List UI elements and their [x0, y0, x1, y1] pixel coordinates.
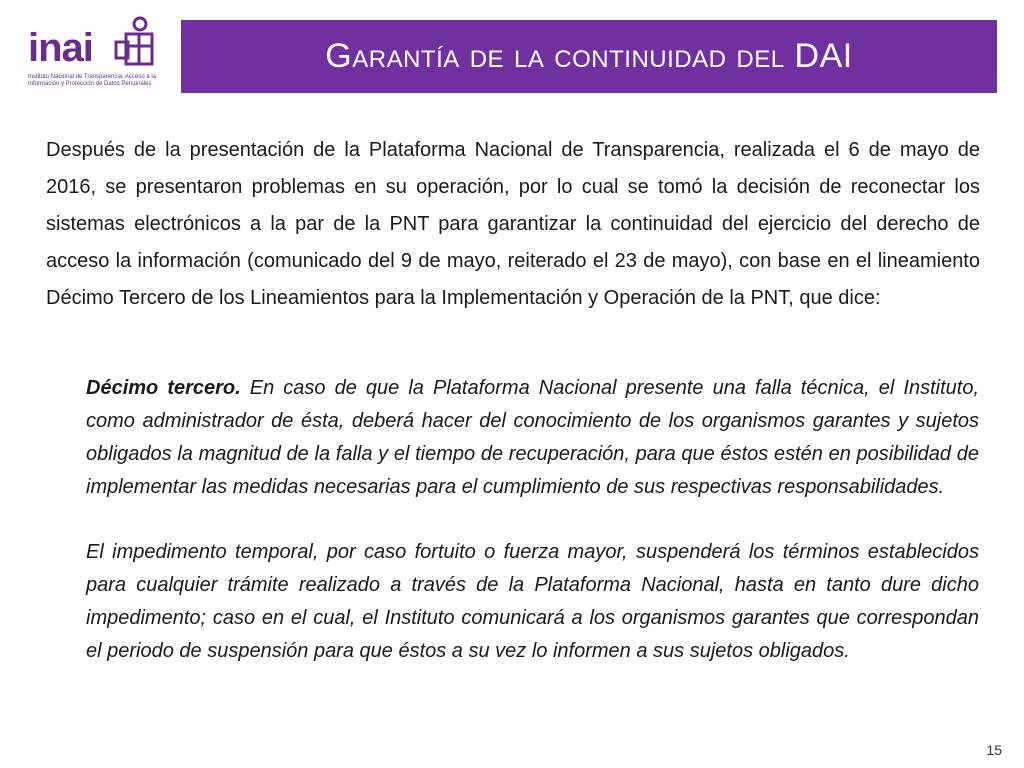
quote-lead: Décimo tercero. [86, 377, 241, 399]
quote-text-1: En caso de que la Plataforma Nacional presente una falla técnica, el Instituto, como administrador de ésta, deberá hacer del conocimiento de los organismos garantes y sujetos obligados la magnitud de la falla y el tiempo de recuperación, para que éstos estén en posibilidad de implementar las medidas necesarias para el cumplimiento de sus respectivas responsabilidades. [86, 377, 979, 498]
title-bar [181, 20, 997, 93]
quote-paragraph-1 [86, 372, 979, 504]
page-title: Garantía de la continuidad del DAI [325, 37, 853, 75]
logo-wordmark: inai [28, 26, 93, 70]
page-number: 15 [986, 742, 1002, 758]
logo-figure-icon [114, 16, 154, 72]
quote-paragraph-2: El impedimento temporal, por caso fortuito o fuerza mayor, suspenderá los términos establecidos para cualquier trámite realizado a través de la Plataforma Nacional, hasta en tanto dure dicho impedimento; caso en el cual, el Instituto comunicará a los organismos garantes que correspondan el periodo de suspensión para que éstos a su vez lo informen a sus sujetos obligados. [86, 541, 979, 662]
body-paragraph: Después de la presentación de la Plataforma Nacional de Transparencia, realizada el 6 de mayo de 2016, se presentaron problemas en su operación, por lo cual se tomó la decisión de reconectar los sistemas electrónicos a la par de la PNT para garantizar la continuidad del ejercicio del derecho de acceso la información (comunicado del 9 de mayo, reiterado el 23 de mayo), con base en el lineamiento Décimo Tercero de los Lineamientos para la Implementación y Operación de la PNT, que dice: [46, 139, 980, 309]
quoted-guideline [86, 372, 979, 700]
logo-caption: Instituto Nacional de Transparencia, Acceso a la Información y Protección de Datos Personales [28, 74, 157, 87]
inai-logo [22, 16, 172, 96]
